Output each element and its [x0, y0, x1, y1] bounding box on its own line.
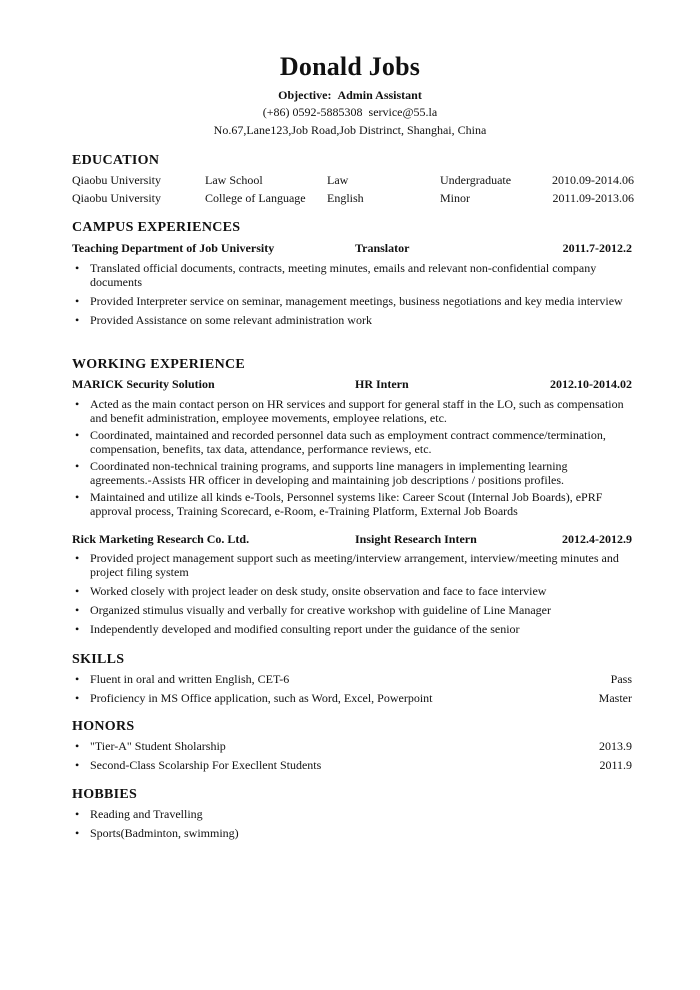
objective-value: Admin Assistant: [337, 88, 422, 102]
list-item: [72, 672, 632, 686]
list-item: [72, 758, 632, 772]
bullet-icon: •: [75, 603, 80, 617]
entry-organization: Rick Marketing Research Co. Ltd.: [72, 532, 250, 546]
honor-date: 2011.9: [599, 758, 632, 772]
campus-entry-header: [72, 241, 632, 257]
bullet-icon: •: [75, 294, 80, 308]
objective-label: Objective:: [278, 88, 332, 102]
education-major: English: [327, 191, 364, 205]
work-entry-header: [72, 377, 632, 393]
education-school: Qiaobu University: [72, 173, 161, 187]
phone-number: (+86) 0592-5885308: [262, 105, 363, 119]
education-college: College of Language: [205, 191, 306, 205]
section-title-honors: HONORS: [72, 719, 135, 734]
skill-text: Proficiency in MS Office application, such as Word, Excel, Powerpoint: [90, 691, 433, 705]
section-title-campus: CAMPUS EXPERIENCES: [72, 220, 241, 235]
work-bullet-list: [72, 551, 632, 636]
entry-role: Insight Research Intern: [355, 532, 477, 546]
bullet-icon: •: [75, 826, 80, 840]
list-item: • Organized stimulus visually and verbally for creative workshop with guideline of Line Manager: [75, 603, 551, 617]
bullet-icon: •: [75, 758, 80, 772]
entry-dates: 2011.7-2012.2: [562, 241, 632, 255]
bullet-icon: •: [75, 428, 80, 442]
hobbies-list: [72, 807, 632, 840]
list-item: • Acted as the main contact person on HR services and support for general staff in the LO, such as compensation and benefit administration, employee movements, employee relations, etc.: [75, 397, 624, 425]
list-item: [72, 826, 632, 840]
section-title-skills: SKILLS: [72, 652, 125, 667]
honor-date: 2013.9: [599, 739, 632, 753]
list-item: • Independently developed and modified consulting report under the guidance of the senior: [75, 622, 520, 636]
bullet-icon: •: [75, 551, 80, 565]
bullet-icon: •: [75, 261, 80, 275]
candidate-name: Donald Jobs: [279, 52, 421, 81]
entry-role: Translator: [355, 241, 410, 255]
bullet-icon: •: [75, 622, 80, 636]
education-row: [72, 173, 634, 189]
education-degree: Undergraduate: [440, 173, 512, 187]
bullet-icon: •: [75, 459, 80, 473]
education-dates: 2011.09-2013.06: [552, 191, 634, 205]
entry-role: HR Intern: [355, 377, 409, 391]
honor-text: "Tier-A" Student Sholarship: [90, 739, 226, 753]
skill-level: Master: [598, 691, 632, 705]
hobby-text: Reading and Travelling: [90, 807, 203, 821]
section-title-education: EDUCATION: [72, 153, 160, 168]
entry-dates: 2012.4-2012.9: [562, 532, 632, 546]
campus-bullet-list: [72, 261, 632, 327]
entry-dates: 2012.10-2014.02: [550, 377, 632, 391]
bullet-icon: •: [75, 807, 80, 821]
list-item: • Translated official documents, contracts, meeting minutes, emails and relevant non-confidential company documents: [75, 261, 597, 289]
list-item: • Worked closely with project leader on desk study, onsite observation and face to face interview: [75, 584, 547, 598]
bullet-icon: •: [75, 490, 80, 504]
work-entry-header: [72, 532, 632, 548]
honors-list: [72, 739, 632, 772]
education-college: Law School: [205, 173, 263, 187]
list-item: [72, 691, 632, 705]
list-item: • Maintained and utilize all kinds e-Tools, Personnel systems like: Career Scout (Internal Job Boards), ePRF approval process, Training Scorecard, e-Room, e-Training Platform, External Job Boards: [75, 490, 603, 518]
skills-list: [72, 672, 632, 705]
list-item: • Coordinated, maintained and recorded personnel data such as employment contract commence/termination, compensation, benefits, tax data, attendance, performance reviews, etc.: [75, 428, 606, 456]
skill-text: Fluent in oral and written English, CET-6: [90, 672, 290, 686]
section-title-hobbies: HOBBIES: [72, 787, 138, 802]
bullet-icon: •: [75, 691, 80, 705]
list-item: [72, 739, 632, 753]
list-item: • Provided Interpreter service on seminar, management meetings, business negotiations and key media interview: [75, 294, 623, 308]
honor-text: Second-Class Scolarship For Execllent Students: [90, 758, 322, 772]
bullet-icon: •: [75, 672, 80, 686]
bullet-icon: •: [75, 397, 80, 411]
bullet-icon: •: [75, 739, 80, 753]
objective-line: [0, 88, 700, 103]
skill-level: Pass: [610, 672, 632, 686]
entry-organization: Teaching Department of Job University: [72, 241, 275, 255]
bullet-icon: •: [75, 313, 80, 327]
education-row: [72, 191, 634, 207]
postal-address: No.67,Lane123,Job Road,Job Distrinct, Shanghai, China: [213, 123, 487, 137]
list-item: • Provided Assistance on some relevant administration work: [75, 313, 372, 327]
section-title-work: WORKING EXPERIENCE: [72, 357, 246, 372]
education-dates: 2010.09-2014.06: [552, 173, 634, 187]
bullet-icon: •: [75, 584, 80, 598]
email-address: service@55.la: [368, 105, 438, 119]
work-bullet-list: [72, 397, 632, 518]
education-degree: Minor: [440, 191, 470, 205]
hobby-text: Sports(Badminton, swimming): [90, 826, 239, 840]
education-school: Qiaobu University: [72, 191, 161, 205]
list-item: • Provided project management support such as meeting/interview arrangement, interview/meeting minutes and project filing system: [75, 551, 619, 579]
list-item: [72, 807, 632, 821]
entry-organization: MARICK Security Solution: [72, 377, 215, 391]
education-major: Law: [327, 173, 349, 187]
contact-line: [0, 105, 700, 120]
list-item: • Coordinated non-technical training programs, and supports line managers in implementing learning agreements.-Assists HR officer in developing and maintaining job descriptions / positions profiles.: [75, 459, 568, 487]
